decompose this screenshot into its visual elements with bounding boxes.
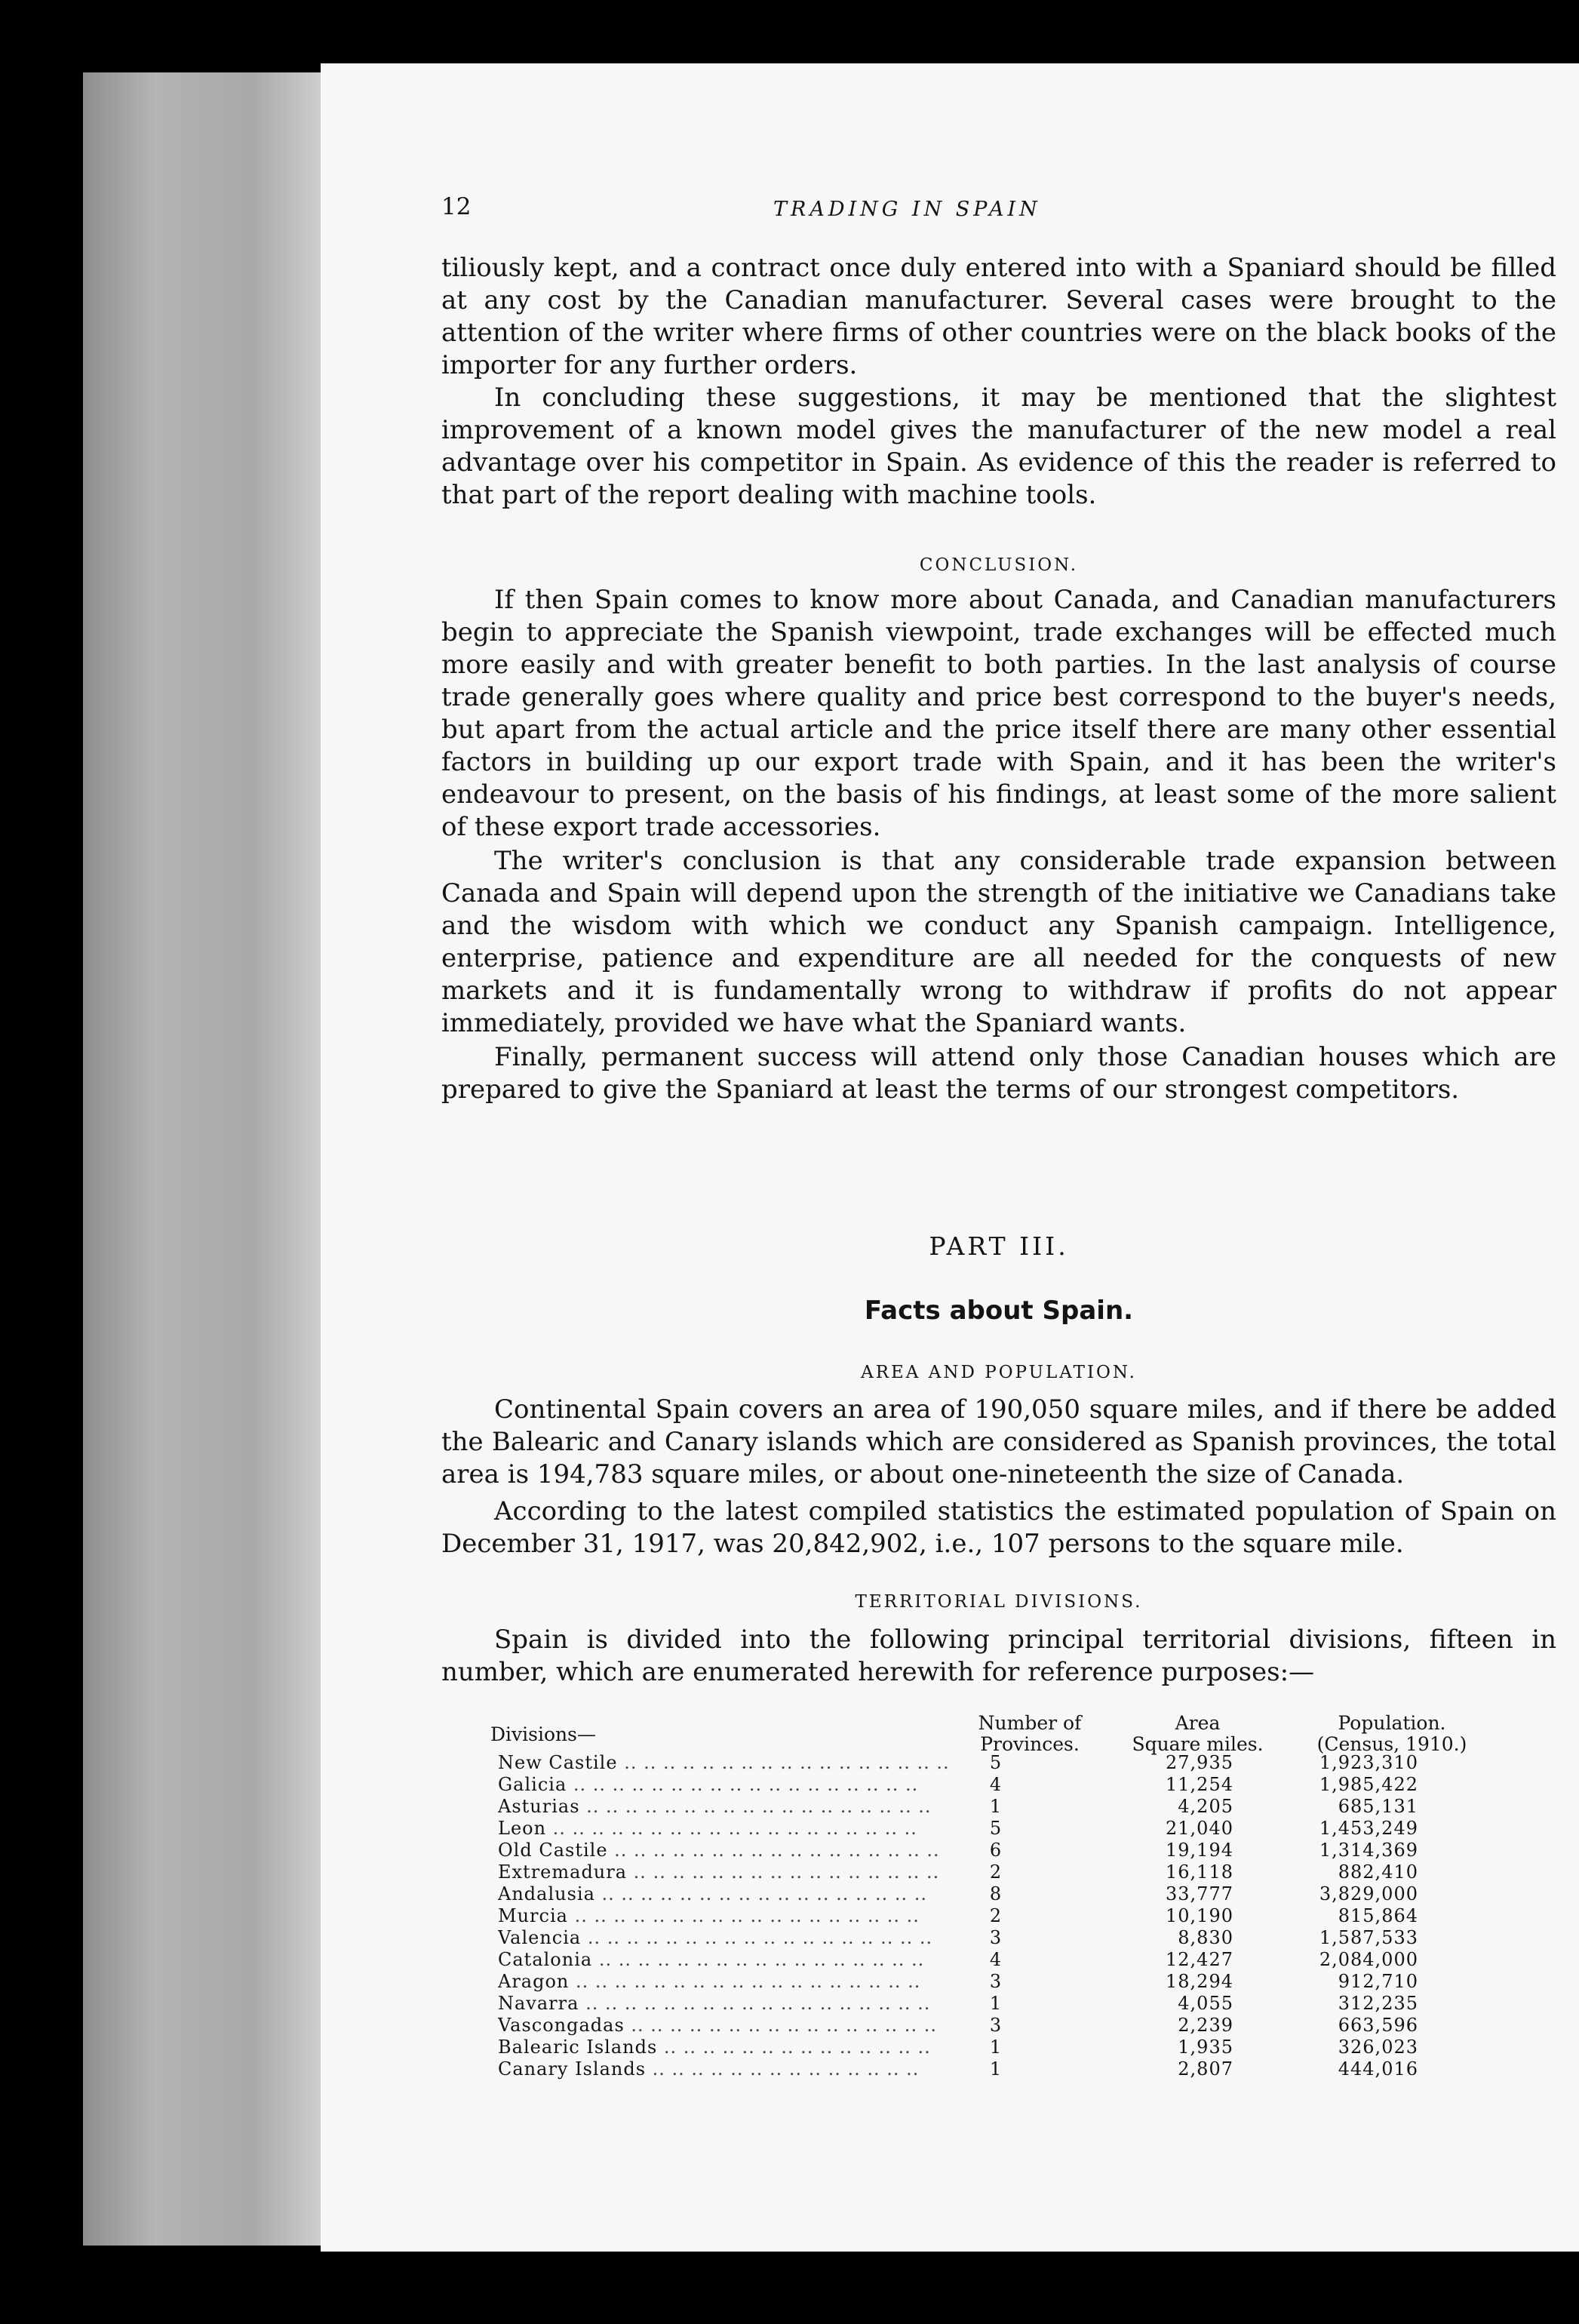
- division-name: Andalusia: [498, 1883, 595, 1904]
- area-cell: 4,055: [1178, 1993, 1233, 2014]
- population-cell: 912,710: [1338, 1971, 1418, 1992]
- division-name: Canary Islands: [498, 2058, 647, 2080]
- leader-dots: .. .. .. .. .. .. .. .. .. .. .. .. .. .. .. .. .. ..: [567, 1774, 919, 1795]
- leader-dots: .. .. .. .. .. .. .. .. .. .. .. .. .. .. .. .. .. ..: [581, 1927, 933, 1948]
- leader-dots: .. .. .. .. .. .. .. .. .. .. .. .. .. .. .. .. ..: [592, 1949, 925, 1970]
- area-cell: 1,935: [1178, 2037, 1233, 2058]
- leader-dots: .. .. .. .. .. .. .. .. .. .. .. .. .. .. .. .. .. ..: [579, 1993, 931, 2014]
- provinces-cell: 1: [989, 2037, 1003, 2058]
- area-cell: 8,830: [1178, 1927, 1233, 1948]
- population-cell: 444,016: [1338, 2058, 1418, 2080]
- provinces-cell: 4: [989, 1949, 1003, 1970]
- division-name: Catalonia: [498, 1949, 593, 1970]
- table-row: [498, 1905, 1501, 1927]
- division-name: Leon: [498, 1818, 547, 1839]
- provinces-cell: 2: [989, 1861, 1003, 1883]
- binding-shadow: [83, 72, 323, 2246]
- table-row: [498, 1993, 1501, 2015]
- population-cell: 815,864: [1338, 1905, 1418, 1926]
- paragraph-conclusion-3: Finally, permanent success will attend only those Canadian houses which are prepared to give the Spaniard at least the terms of our strongest competitors.: [441, 1042, 1556, 1105]
- leader-dots: .. .. .. .. .. .. .. .. .. .. .. .. .. .. .. .. .. ..: [579, 1796, 932, 1817]
- population-cell: 685,131: [1338, 1796, 1418, 1817]
- division-name: Aragon: [498, 1971, 570, 1992]
- table-row: [498, 1774, 1501, 1796]
- division-name: Extremadura: [498, 1861, 628, 1883]
- provinces-cell: 5: [989, 1818, 1003, 1839]
- provinces-cell: 3: [989, 1927, 1003, 1948]
- page-number: 12: [441, 193, 472, 220]
- paragraph-population: According to the latest compiled statistics the estimated population of Spain on December 31, 1917, was 20,842,902, i.e., 107 persons to the square mile.: [441, 1496, 1556, 1559]
- leader-dots: .. .. .. .. .. .. .. .. .. .. .. .. .. .. .. .. .. ..: [569, 1971, 921, 1992]
- running-head: TRADING IN SPAIN: [773, 198, 1041, 221]
- area-cell: 2,239: [1178, 2015, 1233, 2036]
- population-cell: 1,587,533: [1319, 1927, 1418, 1948]
- division-name: Valencia: [498, 1927, 582, 1948]
- division-name: New Castile: [498, 1752, 618, 1773]
- area-cell: 10,190: [1166, 1905, 1233, 1926]
- area-population-heading: AREA AND POPULATION.: [861, 1363, 1137, 1382]
- table-row: [498, 1818, 1501, 1840]
- population-cell: 1,923,310: [1319, 1752, 1418, 1773]
- table-row: [498, 2058, 1501, 2080]
- provinces-cell: 2: [989, 1905, 1003, 1926]
- leader-dots: .. .. .. .. .. .. .. .. .. .. .. .. .. ..: [646, 2058, 920, 2080]
- population-cell: 882,410: [1338, 1861, 1418, 1883]
- table-row: [498, 1927, 1501, 1949]
- population-cell: 663,596: [1338, 2015, 1418, 2036]
- area-cell: 2,807: [1178, 2058, 1233, 2080]
- paragraph-suggestions: In concluding these suggestions, it may be mentioned that the slightest improvement of a known model gives the manufacturer of the new model a real advantage over his competitor in Spain. As evidence of this the reader is referred to that part of the report dealing with machine tools.: [441, 383, 1556, 510]
- table-header-provinces: Number of Provinces.: [978, 1712, 1082, 1755]
- leader-dots: .. .. .. .. .. .. .. .. .. .. .. .. .. .. .. .. ..: [594, 1883, 927, 1904]
- leader-dots: .. .. .. .. .. .. .. .. .. .. .. .. .. .. .. ..: [624, 2015, 937, 2036]
- area-cell: 27,935: [1166, 1752, 1233, 1773]
- division-name: Navarra: [498, 1993, 579, 2014]
- table-header-population: Population. (Census, 1910.): [1316, 1712, 1467, 1755]
- leader-dots: .. .. .. .. .. .. .. .. .. .. .. .. .. ..: [657, 2037, 931, 2058]
- leader-dots: .. .. .. .. .. .. .. .. .. .. .. .. .. .. .. .. ..: [617, 1752, 950, 1773]
- population-cell: 3,829,000: [1319, 1883, 1418, 1904]
- table-row: [498, 1883, 1501, 1905]
- table-row: [498, 1971, 1501, 1993]
- population-cell: 1,985,422: [1319, 1774, 1418, 1795]
- leader-dots: .. .. .. .. .. .. .. .. .. .. .. .. .. .. .. ..: [627, 1861, 940, 1883]
- part-heading: PART III.: [929, 1231, 1069, 1261]
- population-cell: 312,235: [1338, 1993, 1418, 2014]
- table-row: [498, 2037, 1501, 2058]
- area-cell: 33,777: [1166, 1883, 1233, 1904]
- conclusion-heading: CONCLUSION.: [919, 555, 1079, 575]
- territorial-divisions-heading: TERRITORIAL DIVISIONS.: [855, 1592, 1143, 1612]
- division-name: Old Castile: [498, 1840, 608, 1861]
- population-cell: 2,084,000: [1319, 1949, 1418, 1970]
- provinces-cell: 1: [989, 1993, 1003, 2014]
- area-cell: 4,205: [1178, 1796, 1233, 1817]
- provinces-cell: 8: [989, 1883, 1003, 1904]
- provinces-cell: 3: [989, 2015, 1003, 2036]
- area-cell: 16,118: [1166, 1861, 1233, 1883]
- population-cell: 326,023: [1338, 2037, 1418, 2058]
- paragraph-area: Continental Spain covers an area of 190,050 square miles, and if there be added the Balearic and Canary islands which are considered as Spanish provinces, the total area is 194,783 square miles, or about one-nineteenth the size of Canada.: [441, 1394, 1556, 1489]
- area-cell: 12,427: [1166, 1949, 1233, 1970]
- provinces-cell: 1: [989, 2058, 1003, 2080]
- book-page: [321, 63, 1579, 2252]
- area-cell: 11,254: [1166, 1774, 1233, 1795]
- table-header-divisions: Divisions—: [490, 1723, 596, 1745]
- area-cell: 19,194: [1166, 1840, 1233, 1861]
- population-cell: 1,453,249: [1319, 1818, 1418, 1839]
- division-name: Galicia: [498, 1774, 567, 1795]
- population-cell: 1,314,369: [1319, 1840, 1418, 1861]
- leader-dots: .. .. .. .. .. .. .. .. .. .. .. .. .. .. .. .. ..: [607, 1840, 940, 1861]
- provinces-cell: 1: [989, 1796, 1003, 1817]
- division-name: Balearic Islands: [498, 2037, 658, 2058]
- area-cell: 21,040: [1166, 1818, 1233, 1839]
- paragraph-conclusion-2: The writer's conclusion is that any considerable trade expansion between Canada and Spain will depend upon the strength of the initiative we Canadians take and the wisdom with which we conduct any Spanish campaign. Intelligence, enterprise, patience and expenditure are all needed for the conquests of new markets and it is fundamentally wrong to withdraw if profits do not appear immediately, provided we have what the Spaniard wants.: [441, 846, 1556, 1038]
- table-row: [498, 1861, 1501, 1883]
- table-row: [498, 1840, 1501, 1861]
- provinces-cell: 5: [989, 1752, 1003, 1773]
- leader-dots: .. .. .. .. .. .. .. .. .. .. .. .. .. .. .. .. .. .. ..: [546, 1818, 917, 1839]
- table-row: [498, 2015, 1501, 2037]
- division-name: Asturias: [498, 1796, 580, 1817]
- section-title: Facts about Spain.: [864, 1296, 1134, 1326]
- table-row: [498, 1796, 1501, 1818]
- division-name: Murcia: [498, 1905, 568, 1926]
- provinces-cell: 6: [989, 1840, 1003, 1861]
- leader-dots: .. .. .. .. .. .. .. .. .. .. .. .. .. .. .. .. .. ..: [567, 1905, 920, 1926]
- division-name: Vascongadas: [498, 2015, 625, 2036]
- table-row: [498, 1752, 1501, 1774]
- table-row: [498, 1949, 1501, 1971]
- paragraph-divisions: Spain is divided into the following principal territorial divisions, fifteen in number, which are enumerated herewith for reference purposes:—: [441, 1625, 1556, 1687]
- provinces-cell: 4: [989, 1774, 1003, 1795]
- paragraph-continuation: tiliously kept, and a contract once duly entered into with a Spaniard should be filled at any cost by the Canadian manufacturer. Several cases were brought to the attention of the writer where firms of other countries were on the black books of the importer for any further orders.: [441, 253, 1556, 380]
- table-header-area: Area Square miles.: [1132, 1712, 1264, 1755]
- provinces-cell: 3: [989, 1971, 1003, 1992]
- area-cell: 18,294: [1166, 1971, 1233, 1992]
- divisions-table-body: [498, 1752, 1501, 2080]
- paragraph-conclusion-1: If then Spain comes to know more about Canada, and Canadian manufacturers begin to appreciate the Spanish viewpoint, trade exchanges will be effected much more easily and with greater benefit to both parties. In the last analysis of course trade generally goes where quality and price best correspond to the buyer's needs, but apart from the actual article and the price itself there are many other essential factors in building up our export trade with Spain, and it has been the writer's endeavour to present, on the basis of his findings, at least some of the more salient of these export trade accessories.: [441, 585, 1556, 842]
